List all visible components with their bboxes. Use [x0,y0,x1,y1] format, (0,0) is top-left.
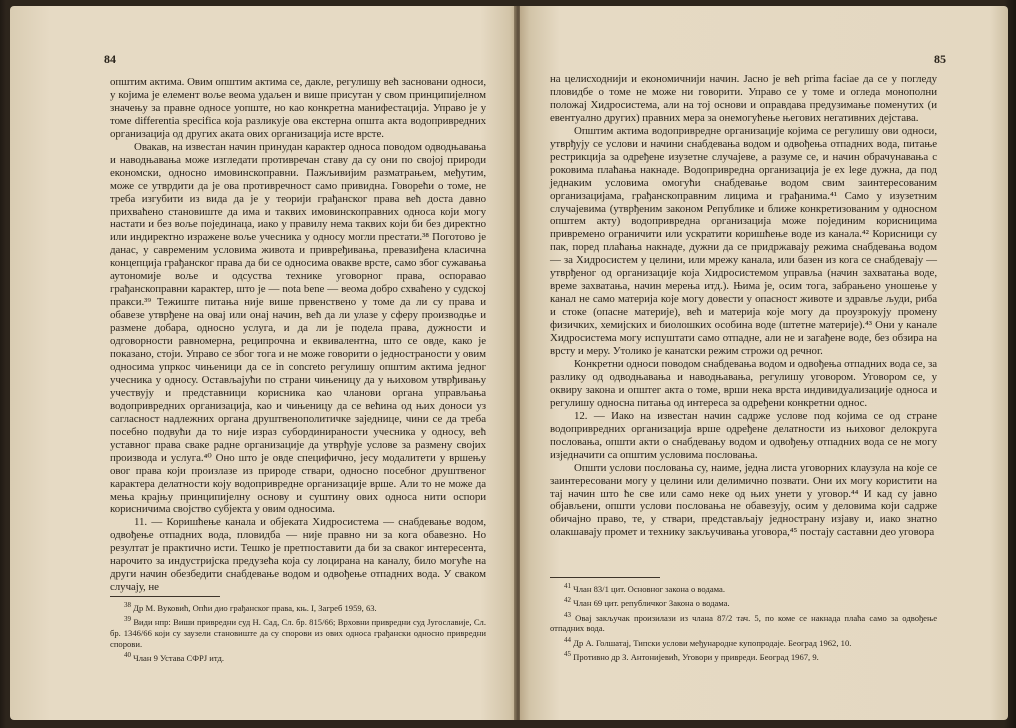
footnote-divider [550,577,660,578]
footnote [110,600,486,613]
paragraph: Овакав, на известан начин принудан карактер односа поводом одводњавања и наводњавања може изгледати противречан ставу да су они по својој природи економски, односно имовинскоправни. Пажљивијим разматрањем, међутим, може се утврдити да је ова противречност само привидна. Говорећи о томе, не треба изгубити из вида да је у теорији грађанског права већ доста давно прихваћено становиште да има и таквих имовинскоправних односа који могу настати и без воље појединаца, иако у правилу нема таквих који би без директно или индиректно изражене воље учесника у односу могли престати.³⁸ Поготово је данас, у савременим условима живота и привређивања, превазиђена класична концепција грађанског права да би се односима овакве врсте, само због сужавања аутономије воље и одсуства технике уговорног права, оспоравао грађанскоправни карактер, што је — nota bene — веома добро схваћено у судској пракси.³⁹ Тежиште питања није више првенствено у томе да ли су права и обавезе утврђене на овај или онај начин, већ да ли улазе у сферу производње и размене добара, односно услуга, и да ли је подела права, дужности и одговорности равномерна, реципрочна и еквивалентна, што се овде, како је показано, стоји. Управо се због тога и не може говорити о једностраности у овим односима упркос чињеници да се in concreto регулишу општим актима једног учесника у односу. Остављајући по страни чињеницу да у њиховом утврђивању учествују и представници корисника као чланови органа управљања водопривредних организација, као и чињеницу да се већина од њих доноси уз сагласност надлежних органа друштвенополитичке заједнице, чини се да треба посебно подвући да то није израз субординираности учесника у односу, већ уставног права сваке радне организације да утврђује услове за размену својих производа и услуга.⁴⁰ Оно што је овде специфично, јесу модалитети у вршењу овог права који произлазе из природе ствари, односно посебног друштвеног карактера делатности коју водопривредне организације врше. Али то не може да мења крајњу принципијелну основу и суштину ових односа нити оспори корисничима својство субјекта у овим односима. [110,140,486,516]
footnotes [550,581,937,664]
footnote [110,614,486,649]
left-page [10,6,518,720]
footnote-text: Противно др З. Антонијевић, Уговори у привреди. Београд 1967, 9. [573,652,819,663]
footnote-divider [110,596,220,597]
footnote-number: 41 [564,582,571,590]
footnote-number: 42 [564,596,571,605]
footnote [550,610,937,634]
page-number: 85 [934,52,946,66]
footnotes [110,600,486,665]
paragraph: 11. — Коришћење канала и објеката Хидросистема — снабдевање водом, одвођење отпадних вода, пловидба — није правно ни за кога обавезно. Но резултат је практично исти. Тешко је претпоставити да би за сваког интересента, нарочито за индустријска предузећа која су лоцирана на каналу, било могуће на други начин обезбедити снабдевање водом и одвођење отпадних вода. У сваком случају, не [110,516,486,594]
footnote [550,595,937,608]
footnote-text: Члан 69 цит. републичког Закона о водама. [573,598,730,609]
footnote [550,581,937,594]
footnote-number: 43 [564,610,571,619]
paragraph: Конкретни односи поводом снабдевања водом и одвођења отпадних вода се, за разлику од одводњавања и наводњавања, регулишу уговором. Уговором се, у оквиру закона и општег акта о томе, врши нека врста индивидуализације односа и регулишу односна питања од интереса за одређени конкретни однос. [550,357,937,409]
body-text [550,73,937,539]
paragraph: Општи услови пословања су, наиме, једна листа уговорних клаузула на које се заинтересовани могу у целини или делимично позвати. Они их могу користити на тај начин што ће све или само неке од њих унети у уговор.⁴⁴ И кад су јавно објављени, општи услови пословања не обавезују, осим у деловима који садрже обичајно право, те, у ствари, представљају једнострану изјаву и, иако знатно олакшавају промет и технику закључивања уговора,⁴⁵ постају саставни део уговора [550,461,937,539]
footnote-text: Види нпр: Виши привредни суд Н. Сад, Сл. бр. 815/66; Врховни привредни суд Југославије, Сл. бр. 1346/66 који су заузели становиште да су спорови из ових односа грађански односно привредни спорови. [110,617,486,649]
footnote-number: 44 [564,635,571,644]
footnote [550,635,937,648]
paragraph: на целисходнији и економичнији начин. Јасно је већ prima faciae да се у погледу пловидбе о томе не може ни говорити. Управо се у томе и огледа монополни положај Хидросистема, али на тој основи и оправдава предузимање поменутих (и евентуално других) правних мера за онемогућење његових негативних дејстава. [550,73,937,124]
footnote [550,649,937,662]
paragraph: 12. — Иако на известан начин садрже услове под којима се од стране водопривредних организација врше одређене делатности из њиховог делокруга пословања, општи акти о снабдевању водом и одвођењу отпадних вода се не могу изједначити са општим условима пословања. [550,409,937,461]
footnote-number: 38 [124,601,131,609]
footnote-number: 39 [124,615,131,624]
page-number: 84 [104,52,116,66]
footnote-number: 40 [124,651,131,660]
paragraph: општим актима. Овим општим актима се, дакле, регулишу већ засновани односи, у којима је елемент воље веома удаљен и више присутан у свом принципијелном значењу за правне односе уопште, но као конкретна манифестација. Управо је у томе differentia specifica која разликује ова екстерна општа акта водопривредних организација од других аката ових организација исте врсте. [110,76,486,140]
footnote-number: 45 [564,650,571,659]
body-text [110,76,486,594]
footnote-text: Овај закључак произилази из члана 87/2 тач. 5, по коме се накнада плаћа само за одвођење отпадних вода. [550,612,938,634]
paragraph: Општим актима водопривредне организације којима се регулишу ови односи, утврђују се услови и начини снабдевања водом и одвођења отпадних вода, питање рестрикција за одређене изузетне случајеве, а разуме се, и начин обрачунавања с роковима плаћања накнаде. Водопривредна организација је ex lege дужна, да под једнаким условима омогући снабдевање водом свим заинтересованим организацијама, грађанскоправним лицима и грађанима.⁴¹ Само у изузетним случајевима (утврђеним законом Републике и ближе конкретизованим у односном општем акту) водопривредна организација може појединим корисницима привремено ограничити или ускратити коришћење воде из канала.⁴² Корисници су пак, поред плаћања накнаде, дужни да се придржавају режима снабдевања водом — за Хидросистем у целини, или мрежу канала, или базен из кога се снабдевају — утврђеног од организације која Хидросистемом управља (начин захватања воде, време захватања, начин мерења итд.). Њима је, осим тога, забрањено уношење у канал не само материја које могу довести у опасност животе и здравље људи, риба и стоке (опасне материје), већ и материја које могу да проузрокују промену физичких, хемијских и биолошких особина воде (штетне материје).⁴³ Они у канале Хидросистема могу испуштати само отпадне, али не и загађене воде, без обзира на врсту и меру. Утолико је канатски режим строжи од речног. [550,124,937,358]
footnote-text: Др М. Вуковић, Опћи дио грађанског права, књ. I, Загреб 1959, 63. [133,602,377,613]
footnote-text: Члан 9 Устава СФРЈ итд. [133,652,225,663]
footnote-text: Члан 83/1 цит. Основног закона о водама. [573,583,725,594]
footnote [110,650,486,663]
right-page [520,6,1008,720]
footnote-text: Др А. Голшатај, Типски услови међународне купопродаје. Београд 1962, 10. [573,637,852,648]
